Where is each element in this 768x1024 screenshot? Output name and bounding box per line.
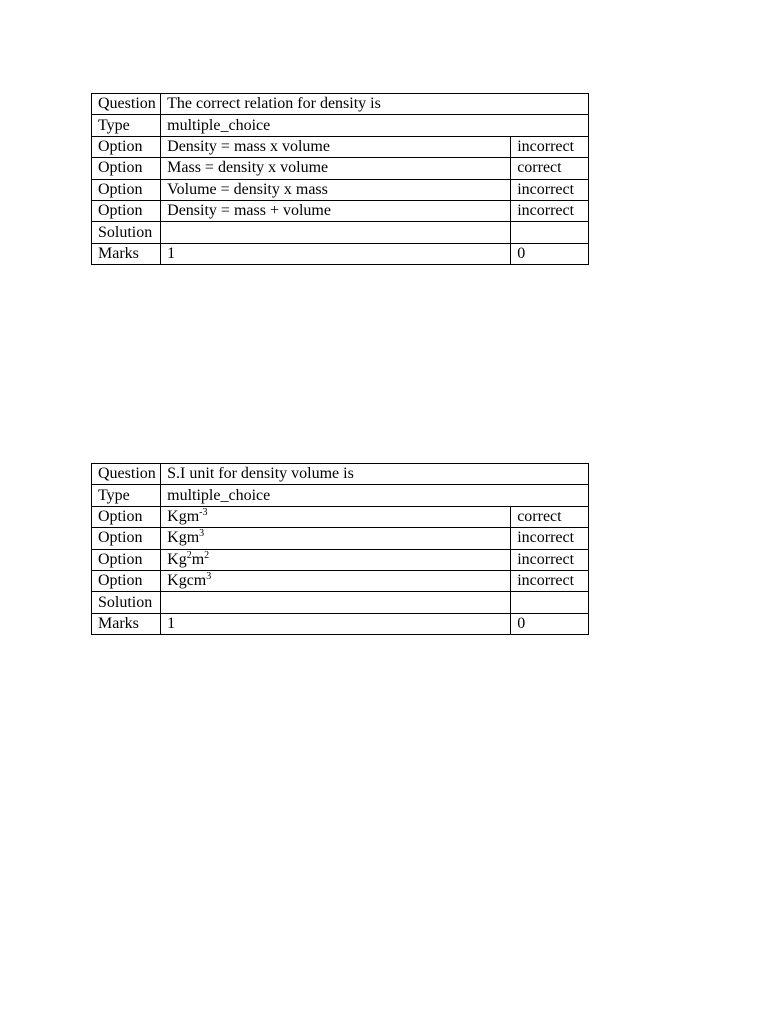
option-text: [161, 506, 511, 527]
marks-label: Marks: [92, 243, 161, 264]
question-row: [92, 94, 589, 115]
option-text: Density = mass + volume: [161, 200, 511, 221]
option-text-superscript: 2: [186, 549, 192, 561]
option-row: [92, 158, 589, 179]
option-status: incorrect: [511, 528, 589, 549]
option-text-base: m: [191, 550, 205, 568]
option-row: [92, 570, 589, 591]
option-row: [92, 136, 589, 157]
type-value: multiple_choice: [161, 485, 589, 506]
solution-text: [161, 222, 511, 243]
option-label: Option: [92, 200, 161, 221]
option-text-base: Kgm: [167, 529, 200, 547]
type-label: Type: [92, 485, 161, 506]
option-label: Option: [92, 506, 161, 527]
option-text-base: Kgcm: [167, 572, 207, 590]
option-label: Option: [92, 179, 161, 200]
option-text-superscript: -3: [199, 506, 208, 518]
question-table: [91, 93, 589, 265]
type-row: [92, 485, 589, 506]
option-row: [92, 528, 589, 549]
option-status: incorrect: [511, 179, 589, 200]
option-row: [92, 549, 589, 570]
option-text: Mass = density x volume: [161, 158, 511, 179]
option-text-base: Kg: [167, 550, 187, 568]
solution-label: Solution: [92, 222, 161, 243]
marks-value: 1: [161, 613, 511, 634]
option-text-superscript: 3: [199, 528, 205, 540]
option-label: Option: [92, 158, 161, 179]
option-text: [161, 570, 511, 591]
option-label: Option: [92, 136, 161, 157]
option-text-superscript: 2: [204, 549, 210, 561]
option-text: Density = mass x volume: [161, 136, 511, 157]
solution-label: Solution: [92, 592, 161, 613]
solution-row: [92, 222, 589, 243]
solution-row: [92, 592, 589, 613]
type-row: [92, 115, 589, 136]
option-text-base: Kgm: [167, 507, 200, 525]
marks-value: 1: [161, 243, 511, 264]
option-text: Volume = density x mass: [161, 179, 511, 200]
option-status: incorrect: [511, 570, 589, 591]
option-status: incorrect: [511, 549, 589, 570]
option-status: incorrect: [511, 136, 589, 157]
option-label: Option: [92, 549, 161, 570]
question-row: [92, 464, 589, 485]
question-label: Question: [92, 94, 161, 115]
marks-label: Marks: [92, 613, 161, 634]
solution-text: [161, 592, 511, 613]
marks-row: [92, 613, 589, 634]
option-status: incorrect: [511, 200, 589, 221]
question-table: [91, 463, 589, 635]
negative-marks-value: 0: [511, 243, 589, 264]
solution-extra: [511, 592, 589, 613]
option-status: correct: [511, 506, 589, 527]
option-label: Option: [92, 570, 161, 591]
option-text-superscript: 3: [206, 571, 212, 583]
type-label: Type: [92, 115, 161, 136]
question-text: S.I unit for density volume is: [161, 464, 589, 485]
option-row: [92, 179, 589, 200]
negative-marks-value: 0: [511, 613, 589, 634]
question-text: The correct relation for density is: [161, 94, 589, 115]
option-status: correct: [511, 158, 589, 179]
option-row: [92, 506, 589, 527]
marks-row: [92, 243, 589, 264]
type-value: multiple_choice: [161, 115, 589, 136]
question-label: Question: [92, 464, 161, 485]
option-label: Option: [92, 528, 161, 549]
option-text: [161, 528, 511, 549]
option-text: [161, 549, 511, 570]
option-row: [92, 200, 589, 221]
solution-extra: [511, 222, 589, 243]
